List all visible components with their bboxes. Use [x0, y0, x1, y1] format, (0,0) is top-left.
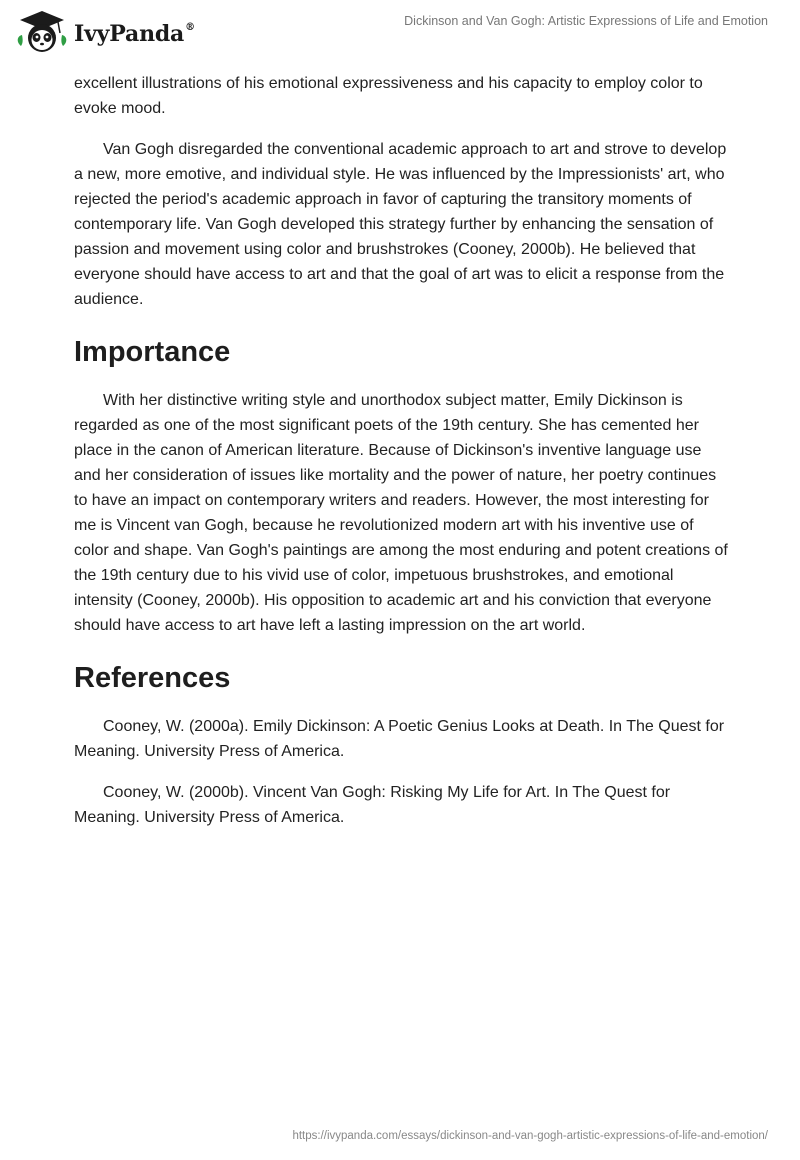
registered-mark: ® — [185, 21, 195, 33]
source-url-link[interactable]: https://ivypanda.com/essays/dickinson-and-van-gogh-artistic-expressions-of-life-and-emotion/ — [292, 1130, 768, 1142]
ivypanda-logo[interactable] — [14, 9, 195, 57]
panda-logo-icon — [14, 9, 70, 57]
heading-references: References — [74, 662, 231, 694]
page-header — [0, 0, 800, 64]
paragraph-van-gogh: Van Gogh disregarded the conventional academic approach to art and strove to develop a new, more emotive, and individual style. He was influenced by the Impressionists' art, who rejected the period's academic approach in favor of capturing the transitory moments of contemporary life. Van Gogh developed this strategy further by enhancing the sensation of passion and movement using color and brushstrokes (Cooney, 2000b). He believed that everyone should have access to art and that the goal of art was to elicit a response from the audience. — [74, 141, 727, 308]
logo-wordmark: IvyPanda® — [74, 21, 195, 47]
paragraph-importance: With her distinctive writing style and unorthodox subject matter, Emily Dickinson is regarded as one of the most significant poets of the 19th century. She has cemented her place in the canon of American literature. Because of Dickinson's inventive language use and her consideration of issues like mortality and the power of nature, her poetry continues to have an impact on contemporary writers and readers. However, the most interesting for me is Vincent van Gogh, because he revolutionized modern art with his inventive use of color and shape. Van Gogh's paintings are among the most enduring and potent creations of the 19th century due to his vivid use of color, impetuous brushstrokes, and emotional intensity (Cooney, 2000b). His opposition to academic art and his conviction that everyone should have access to art have left a lasting impression on the art world. — [74, 392, 728, 634]
reference-item: Cooney, W. (2000a). Emily Dickinson: A Poetic Genius Looks at Death. In The Quest for Meaning. University Press of America. — [74, 718, 725, 760]
heading-importance: Importance — [74, 336, 231, 368]
reference-item: Cooney, W. (2000b). Vincent Van Gogh: Risking My Life for Art. In The Quest for Meaning. University Press of America. — [74, 784, 671, 826]
essay-body — [74, 71, 729, 830]
document-title: Dickinson and Van Gogh: Artistic Expressions of Life and Emotion — [404, 14, 768, 28]
paragraph-continuation: excellent illustrations of his emotional expressiveness and his capacity to employ color to evoke mood. — [74, 75, 703, 117]
